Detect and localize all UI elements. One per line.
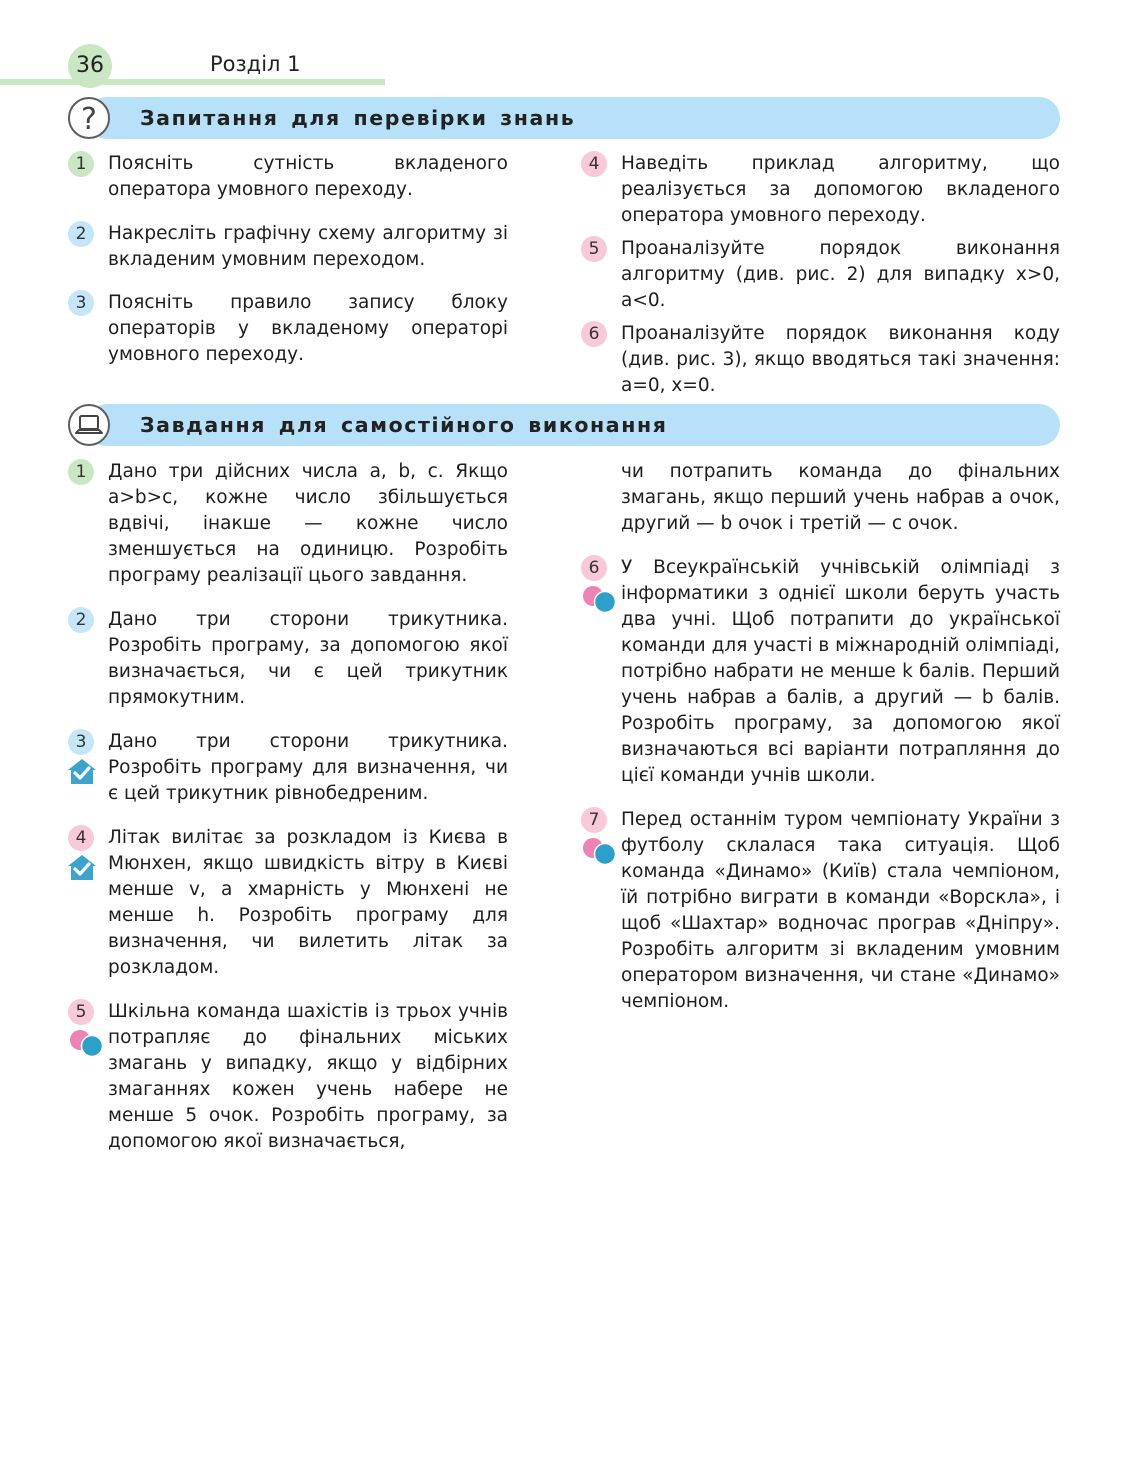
question-item xyxy=(68,290,508,368)
question-item xyxy=(68,151,508,203)
task-item xyxy=(68,729,508,807)
tasks-right-column xyxy=(581,459,1060,1015)
svg-text:?: ? xyxy=(81,102,97,137)
questions-title: Запитання для перевірки знань xyxy=(140,106,576,130)
question-item xyxy=(581,236,1060,314)
question-number: 4 xyxy=(581,151,607,177)
question-number: 3 xyxy=(68,290,94,316)
pair-circles-icon xyxy=(581,837,619,865)
question-text: Наведіть приклад алгоритму, що реалізується за допомогою вкладеного оператора умовного переходу. xyxy=(621,153,1060,226)
question-item xyxy=(68,221,508,273)
question-item xyxy=(581,151,1060,229)
task-number: 2 xyxy=(68,607,94,633)
computer-icon xyxy=(68,404,110,446)
tasks-left-column xyxy=(68,459,508,1155)
home-check-icon xyxy=(66,853,98,881)
page-number: 36 xyxy=(68,44,112,88)
questions-left-column xyxy=(68,151,508,368)
task-number: 4 xyxy=(68,825,94,851)
pair-circles-icon xyxy=(68,1029,106,1057)
task-text: Шкільна команда шахістів із трьох учнів потрапляє до фінальних міських змагань у випадку, якщо у відбірних змаганнях кожен учень набере не менше 5 очок. Розробіть програму, за допомогою якої визначається, xyxy=(108,1001,508,1152)
questions-right-column xyxy=(581,151,1060,399)
task-item xyxy=(68,607,508,711)
header-rule xyxy=(0,79,385,85)
task-number: 3 xyxy=(68,729,94,755)
question-number: 2 xyxy=(68,221,94,247)
tasks-title: Завдання для самостійного виконання xyxy=(140,413,668,437)
task-item xyxy=(68,999,508,1155)
task-text: Дано три сторони трикутника. Розробіть програму, за допомогою якої визначається, чи є цей трикутник прямокутним. xyxy=(108,609,508,708)
questions-banner xyxy=(86,97,1060,139)
question-number: 1 xyxy=(68,151,94,177)
task-item xyxy=(581,807,1060,1015)
task-item-continued xyxy=(581,459,1060,537)
task-number: 6 xyxy=(581,555,607,581)
tasks-banner xyxy=(86,404,1060,446)
question-text: Проаналізуйте порядок виконання коду (див. рис. 3), якщо вводяться такі значення: a=0, x=0. xyxy=(621,323,1060,396)
task-text: У Всеукраїнській учнівській олімпіаді з інформатики з однієї школи беруть участь два учні. Щоб потрапити до української команди для участі в міжнародній олімпіаді, потрібно набрати не менше k балів. Перший учень набрав a балів, а другий — b балів. Розробіть програму, за допомогою якої визначаються всі варіанти потрапляння до цієї команди учнів школи. xyxy=(621,557,1060,786)
task-text: Дано три сторони трикутника. Розробіть програму для визначення, чи є цей трикутник рівнобедреним. xyxy=(108,731,508,804)
question-number: 6 xyxy=(581,321,607,347)
task-item xyxy=(68,825,508,981)
task-number: 5 xyxy=(68,999,94,1025)
question-text: Накресліть графічну схему алгоритму зі вкладеним умовним переходом. xyxy=(108,223,508,270)
pair-circles-icon xyxy=(581,585,619,613)
question-text: Поясніть сутність вкладеного оператора умовного переходу. xyxy=(108,153,508,200)
chapter-title: Розділ 1 xyxy=(210,52,301,76)
task-item xyxy=(581,555,1060,789)
task-number: 7 xyxy=(581,807,607,833)
home-check-icon xyxy=(66,757,98,785)
task-text: Перед останнім туром чемпіонату України з футболу склалася така ситуація. Щоб команда «Динамо» (Київ) стала чемпіоном, їй потрібно виграти в команди «Ворскла», і щоб «Шахтар» водночас програв «Дніпру». Розробіть алгоритм зі вкладеним умовним оператором визначення, чи стане «Динамо» чемпіоном. xyxy=(621,809,1060,1012)
task-text: Дано три дійсних числа a, b, c. Якщо a>b>c, кожне число збільшується вдвічі, інакше — кожне число зменшується на одиницю. Розробіть програму реалізації цього завдання. xyxy=(108,461,508,586)
question-item xyxy=(581,321,1060,399)
question-text: Проаналізуйте порядок виконання алгоритму (див. рис. 2) для випадку x>0, a<0. xyxy=(621,238,1060,311)
task-number: 1 xyxy=(68,459,94,485)
question-text: Поясніть правило запису блоку операторів у вкладеному операторі умовного переходу. xyxy=(108,292,508,365)
task-item xyxy=(68,459,508,589)
question-number: 5 xyxy=(581,236,607,262)
task-text: чи потрапить команда до фінальних змагань, якщо перший учень набрав a очок, другий — b очок і третій — c очок. xyxy=(621,461,1060,534)
question-icon xyxy=(68,97,110,139)
task-text: Літак вилітає за розкладом із Києва в Мюнхен, якщо швидкість вітру в Києві менше v, а хмарність у Мюнхені не менше h. Розробіть програму для визначення, чи вилетить літак за розкладом. xyxy=(108,827,508,978)
